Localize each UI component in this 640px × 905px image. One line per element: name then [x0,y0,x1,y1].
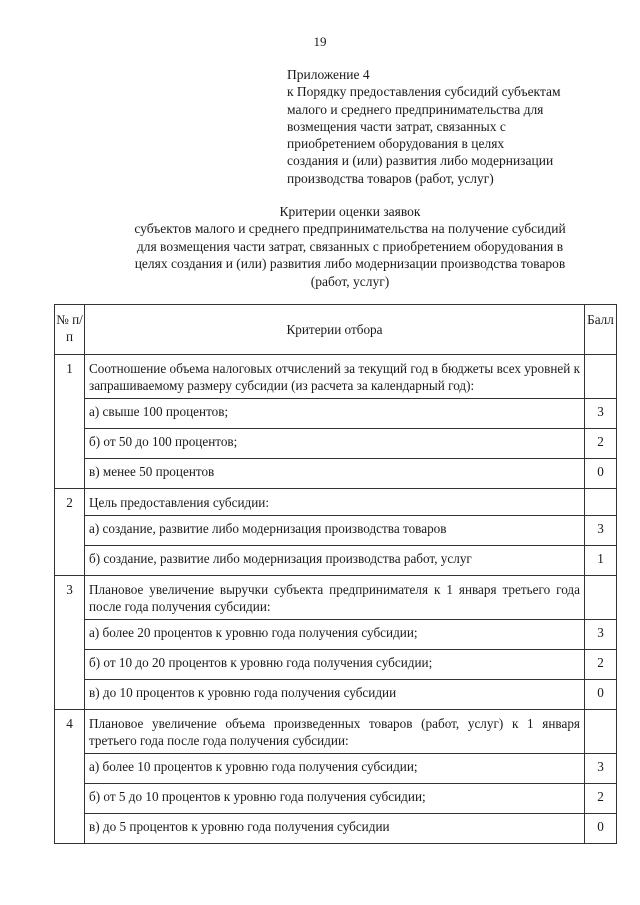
option-row [55,650,617,680]
option-text: б) от 10 до 20 процентов к уровню года получения субсидии; [85,650,585,680]
criterion-text: Плановое увеличение выручки субъекта предпринимателя к 1 января третьего года после года получения субсидии: [85,576,585,620]
option-text: а) более 10 процентов к уровню года получения субсидии; [85,754,585,784]
criterion-score-empty [585,355,617,399]
criterion-row [55,576,617,620]
appendix-line: создания и (или) развития либо модернизации [287,153,554,169]
option-row [55,754,617,784]
option-text: б) от 5 до 10 процентов к уровню года получения субсидии; [85,784,585,814]
option-score: 0 [585,814,617,844]
appendix-line: приобретением оборудования в целях [287,136,505,152]
criterion-text: Соотношение объема налоговых отчислений за текущий год в бюджеты всех уровней к запрашиваемому размеру субсидии (из расчета за календарный год): [85,355,585,399]
table-header-row [55,305,617,355]
criterion-number: 3 [55,576,85,710]
option-text: а) свыше 100 процентов; [85,399,585,429]
option-text: б) от 50 до 100 процентов; [85,429,585,459]
criterion-number: 2 [55,489,85,576]
title-line: (работ, услуг) [310,273,390,289]
appendix-line: производства товаров (работ, услуг) [287,170,494,186]
option-score: 3 [585,399,617,429]
criterion-number: 1 [55,355,85,489]
option-score: 3 [585,516,617,546]
option-score: 0 [585,459,617,489]
criterion-score-empty [585,710,617,754]
title-line: для возмещения части затрат, связанных с приобретением оборудования в [136,238,564,254]
title-line: целях создания и (или) развития либо модернизации производства товаров [134,256,566,272]
option-row [55,784,617,814]
option-text: а) создание, развитие либо модернизация производства товаров [85,516,585,546]
criterion-row [55,710,617,754]
header-score: Балл [585,305,617,355]
document-title [90,203,610,290]
appendix-line: Приложение 4 [287,67,370,82]
option-score: 2 [585,429,617,459]
title-heading: Критерии оценки заявок [279,204,421,219]
criterion-row [55,489,617,516]
appendix-note [287,66,617,187]
criterion-text: Цель предоставления субсидии: [85,489,585,516]
page-number: 19 [313,34,327,49]
criteria-table [54,304,617,844]
option-text: б) создание, развитие либо модернизация производства работ, услуг [85,546,585,576]
criterion-score-empty [585,576,617,620]
option-text: в) до 5 процентов к уровню года получения субсидии [85,814,585,844]
option-score: 1 [585,546,617,576]
header-num: № п/п [55,305,85,355]
option-row [55,516,617,546]
criterion-text: Плановое увеличение объема произведенных товаров (работ, услуг) к 1 января третьего года после года получения субсидии: [85,710,585,754]
option-score: 0 [585,680,617,710]
appendix-line: возмещения части затрат, связанных с [287,118,506,134]
option-row [55,814,617,844]
option-row [55,620,617,650]
header-criteria: Критерии отбора [85,305,585,355]
option-score: 2 [585,650,617,680]
option-score: 3 [585,620,617,650]
criterion-score-empty [585,489,617,516]
criterion-row [55,355,617,399]
option-row [55,546,617,576]
appendix-line: малого и среднего предпринимательства для [287,101,544,117]
criterion-number: 4 [55,710,85,844]
option-score: 3 [585,754,617,784]
option-row [55,459,617,489]
option-row [55,429,617,459]
appendix-line: к Порядку предоставления субсидий субъектам [287,84,561,100]
option-row [55,680,617,710]
option-score: 2 [585,784,617,814]
option-text: в) до 10 процентов к уровню года получения субсидии [85,680,585,710]
option-text: в) менее 50 процентов [85,459,585,489]
option-text: а) более 20 процентов к уровню года получения субсидии; [85,620,585,650]
title-line: субъектов малого и среднего предпринимательства на получение субсидий [134,221,566,237]
option-row [55,399,617,429]
